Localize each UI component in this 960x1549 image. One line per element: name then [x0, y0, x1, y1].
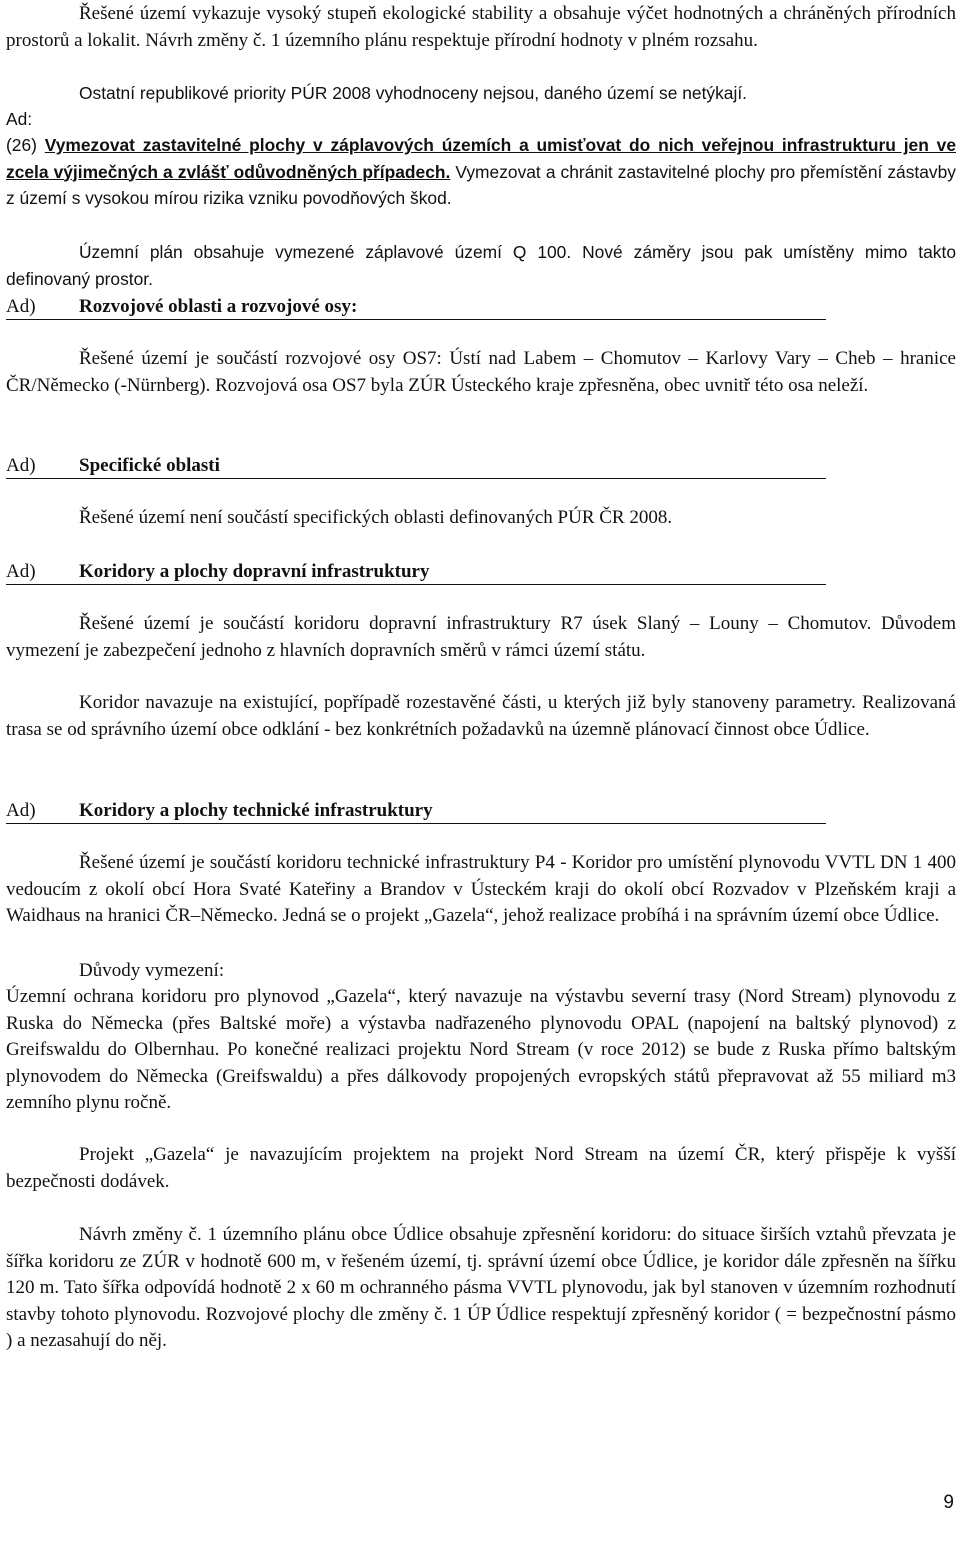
reasons-paragraph: Územní ochrana koridoru pro plynovod „Gazela“, který navazuje na výstavbu severní trasy (Nord Stream) plynovodu z Ruska do Německa (přes Baltské moře) a výstavba nadřazeného plynovodu OPAL (napojení na baltský plynovod) z Greifswaldu do Olbernhau. Po konečné realizaci projektu Nord Stream (v roce 2012) se bude z Ruska přímo baltským plynovodem do Německa (Greifswaldu) a přes dálkovody propojených evropských států přepravovat až 55 miliard m3 zemního plynu ročně.: [6, 986, 956, 1113]
specific-areas-paragraph: Řešené území není součástí specifických oblasti definovaných PÚR ČR 2008.: [79, 507, 673, 528]
reasons-heading: Důvody vymezení:: [79, 960, 225, 981]
heading-label: Ad): [6, 561, 36, 582]
transport-paragraph-2: Koridor navazuje na existující, popřípadě rozestavěné části, u kterých již byly stanoveny parametry. Realizovaná trasa se od správního území obce odklání - bez konkrétních požadavků na územně plánovací činnost obce Údlice.: [6, 692, 956, 740]
item-26-bold-text: Vymezovat zastavitelné plochy v záplavových územích a umisťovat do nich veřejnou infrastrukturu jen ve zcela výjimečných a zvlášť odůvodněných případech.: [6, 135, 956, 182]
item-26-paragraph: [6, 132, 956, 212]
heading-transport-infrastructure: [6, 559, 826, 585]
transport-paragraph-1: Řešené území je součástí koridoru dopravní infrastruktury R7 úsek Slaný – Louny – Chomutov. Důvodem vymezení je zabezpečení jednoho z hlavních dopravních směrů v rámci území státu.: [6, 613, 956, 661]
heading-label: Ad): [6, 800, 36, 821]
technical-paragraph-1: Řešené území je součástí koridoru technické infrastruktury P4 - Koridor pro umístění plynovodu VVTL DN 1 400 vedoucím z okolí obcí Hora Svaté Kateřiny a Brandov v Ústeckém kraji do okolí obcí Rozvadov v Plzeňském kraji a Waidhaus na hranici ČR–Německo. Jedná se o projekt „Gazela“, jehož realizace probíhá i na správním území obce Údlice.: [6, 852, 956, 926]
development-axis-paragraph: Řešené území je součástí rozvojové osy OS7: Ústí nad Labem – Chomutov – Karlovy Vary – Cheb – hranice ČR/Německo (-Nürnberg). Rozvojová osa OS7 byla ZÚR Ústeckého kraje zpřesněna, obec uvnitř této osa neleží.: [6, 348, 956, 396]
project-paragraph: Projekt „Gazela“ je navazujícím projektem na projekt Nord Stream na území ČR, který přispěje k vyšší bezpečnosti dodávek.: [6, 1144, 956, 1192]
heading-label: Ad): [6, 455, 36, 476]
item-26-rest: Vymezovat a chránit zastavitelné plochy pro přemístění zástavby z území s vysokou mírou rizika vzniku povodňových škod.: [6, 161, 956, 208]
heading-technical-infrastructure: [6, 798, 826, 824]
ad-label: Ad:: [6, 109, 33, 129]
page-number: 9: [943, 1492, 954, 1513]
flood-paragraph: Územní plán obsahuje vymezené záplavové území Q 100. Nové záměry jsou pak umístěny mimo takto definovaný prostor.: [6, 242, 956, 289]
intro-paragraph: Řešené území vykazuje vysoký stupeň ekologické stability a obsahuje výčet hodnotných a chráněných přírodních prostorů a lokalit. Návrh změny č. 1 územního plánu respektuje přírodní hodnoty v plném rozsahu.: [6, 3, 956, 51]
heading-title: Koridory a plochy technické infrastruktury: [79, 800, 433, 821]
heading-title: Koridory a plochy dopravní infrastruktury: [79, 561, 430, 582]
proposal-paragraph: Návrh změny č. 1 územního plánu obce Údlice obsahuje zpřesnění koridoru: do situace širších vztahů převzata je šířka koridoru ze ZÚR v hodnotě 600 m, v řešeném území, tj. správní území obce Údlice, je koridor dále zpřesněn na šířku 120 m. Tato šířka odpovídá hodnotě 2 x 60 m ochranného pásma VVTL plynovodu, jak byl stanoven v územním rozhodnutí stavby tohoto plynovodu. Rozvojové plochy dle změny č. 1 ÚP Údlice respektují zpřesněný koridor ( = bezpečnostní pásmo ) a nezasahují do něj.: [6, 1224, 956, 1351]
other-priorities-paragraph: Ostatní republikové priority PÚR 2008 vyhodnoceny nejsou, daného území se netýkají.: [79, 83, 747, 103]
heading-label: Ad): [6, 296, 36, 317]
heading-specific-areas: [6, 453, 826, 479]
heading-development-areas: [6, 294, 826, 320]
item-26-number: (26): [6, 135, 37, 155]
heading-title: Specifické oblasti: [79, 455, 220, 476]
heading-title: Rozvojové oblasti a rozvojové osy:: [79, 296, 358, 317]
